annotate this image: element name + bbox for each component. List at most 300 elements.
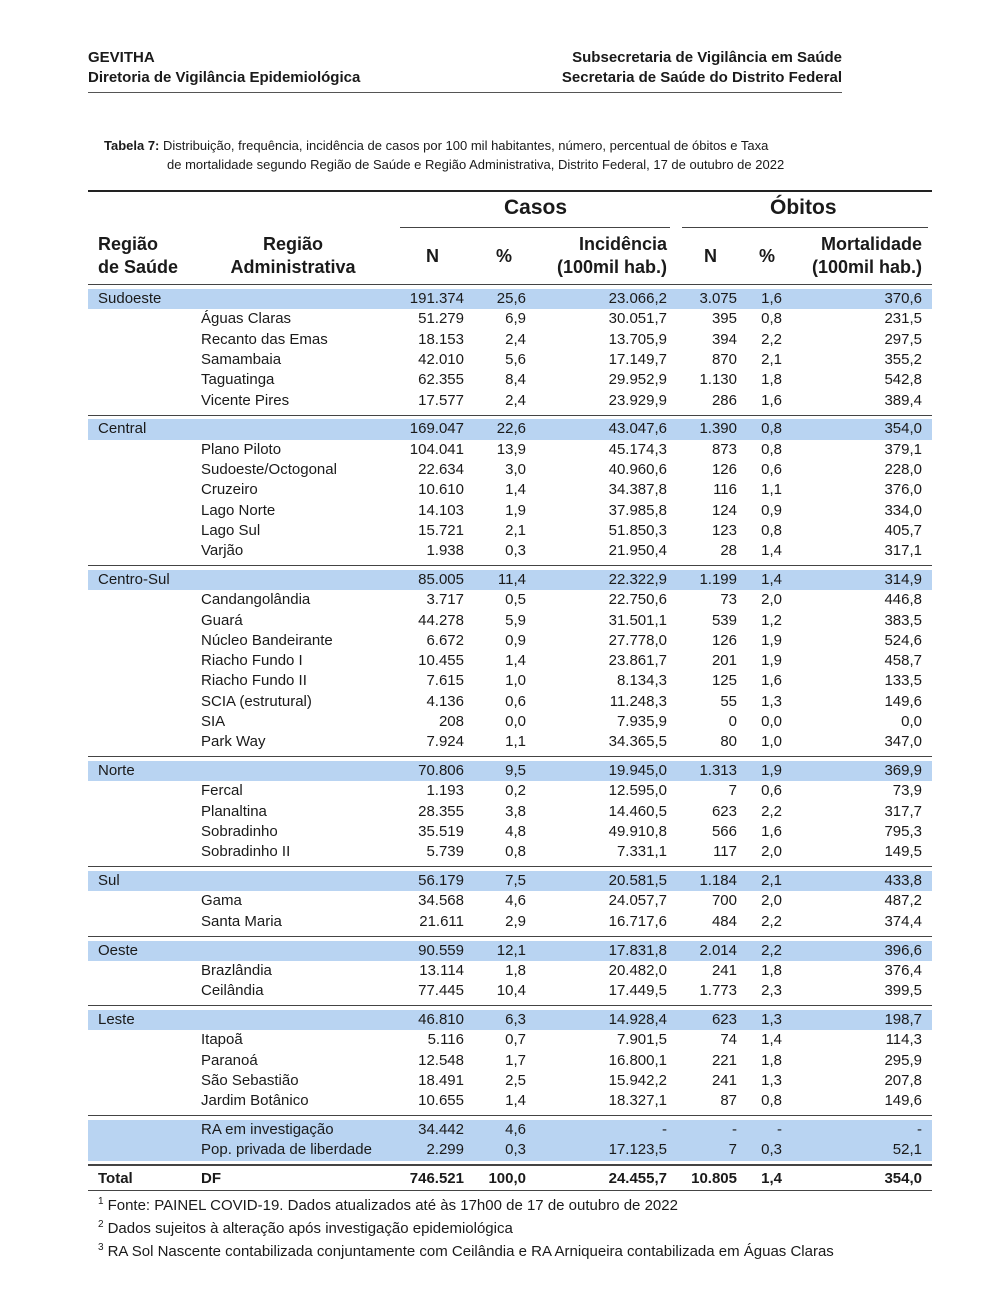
casos-n-cell: 70.806 bbox=[418, 762, 464, 780]
mortalidade-cell: 73,9 bbox=[892, 782, 922, 800]
casos-n-cell: 10.610 bbox=[418, 481, 464, 499]
regiao-administrativa-cell: Fercal bbox=[201, 782, 243, 800]
obitos-n-cell: 484 bbox=[711, 912, 737, 930]
casos-pct-cell: 0,7 bbox=[505, 1031, 526, 1049]
obitos-n-cell: 286 bbox=[711, 391, 737, 409]
table-row bbox=[88, 891, 932, 911]
table-row bbox=[88, 501, 932, 521]
casos-n-cell: 46.810 bbox=[418, 1010, 464, 1028]
incidencia-cell: 34.365,5 bbox=[608, 733, 667, 751]
casos-pct-cell: 9,5 bbox=[505, 762, 526, 780]
regiao-administrativa-cell: Vicente Pires bbox=[201, 391, 290, 409]
incidencia-cell: 7.935,9 bbox=[616, 713, 667, 730]
mortalidade-cell: 795,3 bbox=[884, 823, 922, 840]
mortalidade-cell: 52,1 bbox=[892, 1141, 922, 1159]
casos-pct-cell: 1,8 bbox=[505, 961, 526, 979]
casos-pct-cell: 0,0 bbox=[505, 713, 526, 730]
obitos-n-cell: - bbox=[732, 1120, 737, 1138]
obitos-pct-cell: 1,3 bbox=[761, 692, 782, 710]
obitos-pct-cell: 1,9 bbox=[761, 652, 782, 670]
caption-label: Tabela 7: bbox=[104, 138, 160, 153]
group-casos: Casos bbox=[504, 196, 568, 219]
mortalidade-cell: 446,8 bbox=[884, 591, 922, 609]
region-row bbox=[88, 289, 932, 309]
incidencia-cell: 37.985,8 bbox=[608, 501, 667, 519]
regiao-administrativa-cell: Cruzeiro bbox=[201, 481, 258, 499]
casos-pct-cell: 1,0 bbox=[505, 672, 526, 690]
mortalidade-cell: 0,0 bbox=[901, 713, 922, 730]
region-row bbox=[88, 871, 932, 891]
regiao-administrativa-cell: Paranoá bbox=[201, 1051, 258, 1069]
obitos-n-cell: 7 bbox=[728, 782, 737, 800]
col-obitos-pct: % bbox=[759, 246, 776, 266]
obitos-n-cell: 395 bbox=[711, 310, 737, 328]
col-regiao-saude-line1: Região bbox=[98, 234, 159, 254]
casos-n-cell: 22.634 bbox=[418, 460, 464, 478]
table-row bbox=[88, 521, 932, 541]
region-row bbox=[88, 570, 932, 590]
casos-pct-cell: 1,9 bbox=[505, 501, 526, 519]
obitos-pct-cell: 2,2 bbox=[761, 912, 782, 930]
casos-n-cell: 1.193 bbox=[426, 782, 464, 800]
obitos-n-cell: 623 bbox=[711, 1010, 737, 1028]
obitos-pct-cell: 1,8 bbox=[761, 371, 782, 389]
incidencia-cell: 14.460,5 bbox=[608, 802, 667, 820]
obitos-pct-cell: 1,6 bbox=[761, 823, 782, 840]
header-subsecretaria: Subsecretaria de Vigilância em Saúde bbox=[572, 49, 842, 66]
incidencia-cell: 40.960,6 bbox=[608, 460, 667, 478]
obitos-pct-cell: 2,2 bbox=[761, 802, 782, 820]
obitos-pct-cell: 0,0 bbox=[761, 713, 782, 730]
col-regiao-adm-line2: Administrativa bbox=[230, 257, 356, 277]
casos-n-cell: 17.577 bbox=[418, 391, 464, 409]
casos-pct-cell: 6,3 bbox=[505, 1010, 526, 1028]
mortalidade-cell: 405,7 bbox=[884, 521, 922, 539]
obitos-n-cell: 116 bbox=[713, 481, 737, 499]
region-row bbox=[88, 1010, 932, 1030]
table-row bbox=[88, 330, 932, 350]
row-separator bbox=[88, 1005, 932, 1006]
obitos-n-cell: 28 bbox=[720, 542, 737, 560]
incidencia-cell: 8.134,3 bbox=[616, 672, 667, 690]
regiao-saude-cell: Oeste bbox=[98, 941, 139, 959]
incidencia-cell: 22.322,9 bbox=[608, 570, 667, 588]
obitos-n-cell: 80 bbox=[720, 733, 737, 751]
casos-n-cell: 4.136 bbox=[426, 692, 464, 710]
obitos-pct-cell: 1,9 bbox=[761, 631, 782, 649]
mortalidade-cell: 355,2 bbox=[884, 350, 922, 368]
table-row bbox=[88, 842, 932, 862]
mortalidade-cell: 114,3 bbox=[885, 1031, 922, 1049]
table-row bbox=[88, 1051, 932, 1071]
incidencia-cell: 16.717,6 bbox=[608, 912, 667, 930]
obitos-n-cell: 870 bbox=[711, 350, 737, 368]
casos-n-cell: 1.938 bbox=[426, 542, 464, 560]
obitos-pct-cell: 2,1 bbox=[761, 350, 782, 368]
incidencia-cell: 13.705,9 bbox=[608, 330, 667, 348]
table-row bbox=[88, 912, 932, 932]
casos-pct-cell: 2,5 bbox=[505, 1071, 526, 1089]
row-separator bbox=[88, 866, 932, 867]
header-department: Diretoria de Vigilância Epidemiológica bbox=[88, 69, 361, 86]
casos-pct-cell: 6,9 bbox=[505, 310, 526, 328]
casos-n-cell: 34.442 bbox=[418, 1120, 464, 1138]
region-row bbox=[88, 1140, 932, 1160]
obitos-pct-cell: 1,4 bbox=[761, 542, 782, 560]
footnote-text: Dados sujeitos à alteração após investigação epidemiológica bbox=[107, 1220, 513, 1238]
obitos-n-cell: 1.184 bbox=[699, 872, 737, 890]
regiao-administrativa-cell: Lago Norte bbox=[201, 501, 276, 519]
incidencia-cell: 11.248,3 bbox=[609, 692, 667, 710]
casos-n-cell: 6.672 bbox=[426, 631, 464, 649]
col-regiao-saude-line2: de Saúde bbox=[98, 257, 179, 277]
incidencia-cell: 20.482,0 bbox=[608, 961, 667, 979]
casos-n-cell: 28.355 bbox=[418, 802, 464, 820]
table-row bbox=[88, 692, 932, 712]
table-row bbox=[88, 350, 932, 370]
obitos-n-cell: 539 bbox=[711, 611, 737, 629]
mortalidade-cell: - bbox=[917, 1120, 922, 1138]
obitos-n-cell: 3.075 bbox=[699, 290, 737, 307]
col-regiao-administrativa bbox=[226, 233, 360, 279]
mortalidade-cell: 133,5 bbox=[884, 672, 922, 690]
table-row bbox=[88, 391, 932, 411]
col-casos-pct: % bbox=[496, 246, 513, 266]
regiao-administrativa-cell: Riacho Fundo I bbox=[201, 652, 303, 670]
group-obitos-rule bbox=[682, 227, 928, 228]
footnote-text: RA Sol Nascente contabilizada conjuntamente com Ceilândia e RA Arniqueira contabilizada em Águas Claras bbox=[107, 1243, 834, 1261]
mortalidade-cell: 207,8 bbox=[884, 1071, 922, 1089]
obitos-pct-cell: 1,4 bbox=[761, 570, 782, 588]
regiao-administrativa-cell: Santa Maria bbox=[201, 912, 282, 930]
row-separator bbox=[88, 936, 932, 937]
obitos-pct-cell: 1,8 bbox=[761, 961, 782, 979]
regiao-administrativa-cell: Candangolândia bbox=[201, 591, 311, 609]
regiao-administrativa-cell: Ceilândia bbox=[201, 982, 264, 1000]
obitos-n-cell: 2.014 bbox=[699, 941, 737, 959]
table-row bbox=[88, 732, 932, 752]
caption-line1: Distribuição, frequência, incidência de casos por 100 mil habitantes, número, percentual de óbitos e Taxa bbox=[163, 138, 769, 153]
casos-pct-cell: 5,9 bbox=[505, 611, 526, 629]
obitos-pct-cell: 1,6 bbox=[761, 672, 782, 690]
table-row bbox=[88, 309, 932, 329]
obitos-pct-cell: 1,4 bbox=[761, 1170, 782, 1187]
regiao-saude-cell: Sul bbox=[98, 872, 120, 890]
casos-n-cell: 51.279 bbox=[418, 310, 464, 328]
table-row bbox=[88, 651, 932, 671]
regiao-administrativa-cell: Sobradinho II bbox=[201, 843, 291, 861]
obitos-pct-cell: 1,1 bbox=[761, 481, 782, 499]
mortalidade-cell: 297,5 bbox=[884, 330, 922, 348]
casos-pct-cell: 0,3 bbox=[505, 542, 526, 560]
obitos-pct-cell: 1,3 bbox=[761, 1010, 782, 1028]
regiao-administrativa-cell: Núcleo Bandeirante bbox=[201, 631, 333, 649]
incidencia-cell: 23.929,9 bbox=[608, 391, 667, 409]
obitos-n-cell: 0 bbox=[728, 713, 737, 730]
casos-n-cell: 90.559 bbox=[418, 941, 464, 959]
table-row bbox=[88, 1091, 932, 1111]
row-separator bbox=[88, 1115, 932, 1116]
casos-n-cell: 104.041 bbox=[409, 440, 464, 458]
mortalidade-cell: 295,9 bbox=[884, 1051, 922, 1069]
mortalidade-cell: 354,0 bbox=[884, 1170, 922, 1187]
regiao-administrativa-cell: Plano Piloto bbox=[201, 440, 282, 458]
obitos-n-cell: 1.390 bbox=[699, 420, 737, 438]
regiao-administrativa-cell: SIA bbox=[201, 713, 226, 730]
obitos-n-cell: 126 bbox=[711, 460, 737, 478]
casos-n-cell: 15.721 bbox=[418, 521, 464, 539]
obitos-n-cell: 126 bbox=[711, 631, 737, 649]
regiao-administrativa-cell: Itapoã bbox=[201, 1031, 243, 1049]
mortalidade-cell: 487,2 bbox=[884, 892, 922, 910]
casos-n-cell: 77.445 bbox=[418, 982, 464, 1000]
header-secretaria: Secretaria de Saúde do Distrito Federal bbox=[561, 69, 842, 86]
casos-n-cell: 18.491 bbox=[418, 1071, 464, 1089]
table-row bbox=[88, 460, 932, 480]
casos-pct-cell: 4,8 bbox=[505, 823, 526, 840]
regiao-administrativa-cell: Sobradinho bbox=[201, 823, 278, 840]
mortalidade-cell: 399,5 bbox=[884, 982, 922, 1000]
incidencia-cell: 34.387,8 bbox=[608, 481, 667, 499]
page-header bbox=[88, 48, 842, 93]
incidencia-cell: 15.942,2 bbox=[608, 1071, 667, 1089]
casos-n-cell: 5.116 bbox=[427, 1031, 464, 1049]
table-caption bbox=[104, 136, 844, 174]
obitos-n-cell: 241 bbox=[711, 961, 737, 979]
mortalidade-cell: 458,7 bbox=[884, 652, 922, 670]
casos-pct-cell: 12,1 bbox=[496, 941, 526, 959]
casos-n-cell: 10.455 bbox=[418, 652, 464, 670]
regiao-saude-cell: Leste bbox=[98, 1010, 135, 1028]
casos-n-cell: 7.924 bbox=[426, 733, 464, 751]
regiao-administrativa-cell: Taguatinga bbox=[201, 371, 275, 389]
casos-pct-cell: 13,9 bbox=[496, 440, 526, 458]
regiao-administrativa-cell: Sudoeste/Octogonal bbox=[201, 460, 337, 478]
col-mortalidade-line2: (100mil hab.) bbox=[811, 257, 922, 277]
obitos-n-cell: 7 bbox=[728, 1141, 737, 1159]
mortalidade-cell: 396,6 bbox=[884, 941, 922, 959]
obitos-pct-cell: 0,8 bbox=[761, 440, 782, 458]
regiao-administrativa-cell: Samambaia bbox=[201, 350, 282, 368]
regiao-administrativa-cell: Lago Sul bbox=[201, 521, 261, 539]
casos-n-cell: 56.179 bbox=[418, 872, 464, 890]
obitos-n-cell: 55 bbox=[720, 692, 737, 710]
casos-pct-cell: 5,6 bbox=[505, 350, 526, 368]
incidencia-cell: 49.910,8 bbox=[608, 823, 667, 840]
obitos-pct-cell: 1,6 bbox=[761, 391, 782, 409]
mortalidade-cell: 317,1 bbox=[884, 542, 922, 560]
incidencia-cell: 22.750,6 bbox=[608, 591, 667, 609]
obitos-pct-cell: 1,8 bbox=[761, 1051, 782, 1069]
regiao-administrativa-cell: Jardim Botânico bbox=[201, 1092, 309, 1110]
obitos-pct-cell: 0,9 bbox=[761, 501, 782, 519]
obitos-n-cell: 87 bbox=[720, 1092, 737, 1110]
regiao-administrativa-cell: Planaltina bbox=[201, 802, 267, 820]
casos-pct-cell: 0,5 bbox=[505, 591, 526, 609]
obitos-n-cell: 124 bbox=[711, 501, 737, 519]
incidencia-cell: 43.047,6 bbox=[608, 420, 667, 438]
incidencia-cell: 51.850,3 bbox=[608, 521, 667, 539]
mortalidade-cell: 149,5 bbox=[884, 843, 922, 861]
mortalidade-cell: 524,6 bbox=[884, 631, 922, 649]
casos-pct-cell: 1,4 bbox=[505, 1092, 526, 1110]
obitos-pct-cell: 1,4 bbox=[761, 1031, 782, 1049]
obitos-n-cell: 1.773 bbox=[699, 982, 737, 1000]
col-regiao-adm-line1: Região bbox=[262, 234, 323, 254]
regiao-saude-cell: Sudoeste bbox=[98, 290, 162, 307]
regiao-administrativa-cell: Guará bbox=[201, 611, 243, 629]
table-row bbox=[88, 370, 932, 390]
casos-pct-cell: 22,6 bbox=[496, 420, 526, 438]
col-casos-n: N bbox=[426, 246, 439, 266]
header-org: GEVITHA bbox=[88, 49, 155, 66]
mortalidade-cell: 376,4 bbox=[884, 961, 922, 979]
obitos-pct-cell: - bbox=[777, 1120, 782, 1138]
regiao-administrativa-cell: Brazlândia bbox=[201, 961, 272, 979]
regiao-administrativa-cell: Recanto das Emas bbox=[201, 330, 328, 348]
obitos-pct-cell: 0,8 bbox=[761, 521, 782, 539]
col-incidencia-line1: Incidência bbox=[578, 234, 667, 254]
casos-n-cell: 14.103 bbox=[418, 501, 464, 519]
obitos-pct-cell: 1,9 bbox=[761, 762, 782, 780]
casos-n-cell: 62.355 bbox=[418, 371, 464, 389]
mortalidade-cell: 317,7 bbox=[884, 802, 922, 820]
casos-pct-cell: 0,8 bbox=[505, 843, 526, 861]
table-row bbox=[88, 961, 932, 981]
casos-pct-cell: 0,3 bbox=[505, 1141, 526, 1159]
footnote bbox=[98, 1241, 834, 1263]
caption-line2: de mortalidade segundo Região de Saúde e Região Administrativa, Distrito Federal, 17 de outubro de 2022 bbox=[167, 157, 785, 172]
casos-n-cell: 21.611 bbox=[419, 912, 464, 930]
table-row bbox=[88, 631, 932, 651]
obitos-pct-cell: 0,8 bbox=[761, 1092, 782, 1110]
table-row bbox=[88, 781, 932, 801]
obitos-n-cell: 221 bbox=[711, 1051, 737, 1069]
incidencia-cell: 24.057,7 bbox=[608, 892, 667, 910]
obitos-pct-cell: 2,0 bbox=[761, 591, 782, 609]
mortalidade-cell: 334,0 bbox=[884, 501, 922, 519]
obitos-pct-cell: 1,0 bbox=[761, 733, 782, 751]
casos-n-cell: 85.005 bbox=[418, 570, 464, 588]
footnote-text: Fonte: PAINEL COVID-19. Dados atualizados até às 17h00 de 17 de outubro de 2022 bbox=[107, 1197, 678, 1215]
mortalidade-cell: 433,8 bbox=[884, 872, 922, 890]
obitos-n-cell: 123 bbox=[711, 521, 737, 539]
mortalidade-cell: 376,0 bbox=[884, 481, 922, 499]
casos-n-cell: 35.519 bbox=[418, 823, 464, 840]
casos-pct-cell: 2,1 bbox=[505, 521, 526, 539]
obitos-n-cell: 623 bbox=[711, 802, 737, 820]
group-obitos: Óbitos bbox=[770, 196, 837, 219]
mortalidade-cell: 383,5 bbox=[884, 611, 922, 629]
mortalidade-cell: 369,9 bbox=[884, 762, 922, 780]
incidencia-cell: 16.800,1 bbox=[608, 1051, 667, 1069]
mortalidade-cell: 149,6 bbox=[884, 692, 922, 710]
obitos-n-cell: 201 bbox=[711, 652, 737, 670]
regiao-saude-cell: Central bbox=[98, 420, 147, 438]
casos-pct-cell: 1,4 bbox=[505, 481, 526, 499]
row-separator bbox=[88, 1164, 932, 1166]
casos-pct-cell: 0,6 bbox=[505, 692, 526, 710]
casos-pct-cell: 10,4 bbox=[496, 982, 526, 1000]
group-casos-rule bbox=[400, 227, 670, 228]
col-regiao-saude bbox=[98, 233, 178, 279]
casos-pct-cell: 8,4 bbox=[505, 371, 526, 389]
header-bottom-rule bbox=[88, 284, 932, 285]
incidencia-cell: 19.945,0 bbox=[608, 762, 667, 780]
incidencia-cell: 45.174,3 bbox=[608, 440, 667, 458]
incidencia-cell: 23.861,7 bbox=[608, 652, 667, 670]
col-obitos-n: N bbox=[704, 246, 717, 266]
table-row bbox=[88, 480, 932, 500]
obitos-pct-cell: 2,2 bbox=[761, 941, 782, 959]
casos-pct-cell: 2,4 bbox=[505, 330, 526, 348]
regiao-administrativa-cell: RA em investigação bbox=[201, 1120, 334, 1138]
mortalidade-cell: 231,5 bbox=[884, 310, 922, 328]
obitos-pct-cell: 0,3 bbox=[761, 1141, 782, 1159]
incidencia-cell: 29.952,9 bbox=[608, 371, 667, 389]
casos-n-cell: 10.655 bbox=[418, 1092, 464, 1110]
footnote-number: 1 bbox=[98, 1196, 104, 1208]
obitos-pct-cell: 0,6 bbox=[761, 460, 782, 478]
casos-pct-cell: 3,8 bbox=[505, 802, 526, 820]
obitos-n-cell: 73 bbox=[720, 591, 737, 609]
incidencia-cell: 17.449,5 bbox=[608, 982, 667, 1000]
mortalidade-cell: 389,4 bbox=[884, 391, 922, 409]
total-row bbox=[88, 1169, 932, 1189]
table-row bbox=[88, 822, 932, 842]
casos-n-cell: 2.299 bbox=[426, 1141, 464, 1159]
table-row bbox=[88, 1071, 932, 1091]
regiao-administrativa-cell: São Sebastião bbox=[201, 1071, 299, 1089]
casos-pct-cell: 4,6 bbox=[505, 892, 526, 910]
mortalidade-cell: 542,8 bbox=[884, 371, 922, 389]
regiao-administrativa-cell: SCIA (estrutural) bbox=[201, 692, 312, 710]
regiao-administrativa-cell: Águas Claras bbox=[201, 310, 292, 328]
table-row bbox=[88, 981, 932, 1001]
casos-n-cell: 5.739 bbox=[426, 843, 464, 861]
incidencia-cell: 21.950,4 bbox=[608, 542, 667, 560]
regiao-administrativa-cell: Gama bbox=[201, 892, 242, 910]
casos-pct-cell: 25,6 bbox=[496, 290, 526, 307]
regiao-saude-cell: Norte bbox=[98, 762, 135, 780]
mortalidade-cell: 354,0 bbox=[884, 420, 922, 438]
incidencia-cell: 7.901,5 bbox=[616, 1031, 667, 1049]
incidencia-cell: 24.455,7 bbox=[608, 1170, 667, 1187]
casos-pct-cell: 2,9 bbox=[505, 912, 526, 930]
footnote-number: 3 bbox=[98, 1242, 104, 1254]
casos-pct-cell: 11,4 bbox=[497, 570, 526, 588]
obitos-n-cell: 125 bbox=[711, 672, 737, 690]
table-row bbox=[88, 712, 932, 732]
casos-pct-cell: 1,4 bbox=[505, 652, 526, 670]
obitos-pct-cell: 0,6 bbox=[761, 782, 782, 800]
mortalidade-cell: 347,0 bbox=[884, 733, 922, 751]
incidencia-cell: - bbox=[662, 1120, 667, 1138]
incidencia-cell: 23.066,2 bbox=[608, 290, 667, 307]
col-mortalidade-line1: Mortalidade bbox=[820, 234, 922, 254]
mortalidade-cell: 198,7 bbox=[884, 1010, 922, 1028]
col-incidencia bbox=[545, 233, 667, 279]
casos-pct-cell: 3,0 bbox=[505, 460, 526, 478]
regiao-administrativa-cell: Park Way bbox=[201, 733, 266, 751]
obitos-n-cell: 1.313 bbox=[699, 762, 737, 780]
casos-pct-cell: 100,0 bbox=[488, 1170, 526, 1187]
casos-pct-cell: 0,9 bbox=[505, 631, 526, 649]
casos-n-cell: 12.548 bbox=[418, 1051, 464, 1069]
table-top-rule bbox=[88, 190, 932, 192]
incidencia-cell: 17.123,5 bbox=[608, 1141, 667, 1159]
incidencia-cell: 7.331,1 bbox=[616, 843, 667, 861]
